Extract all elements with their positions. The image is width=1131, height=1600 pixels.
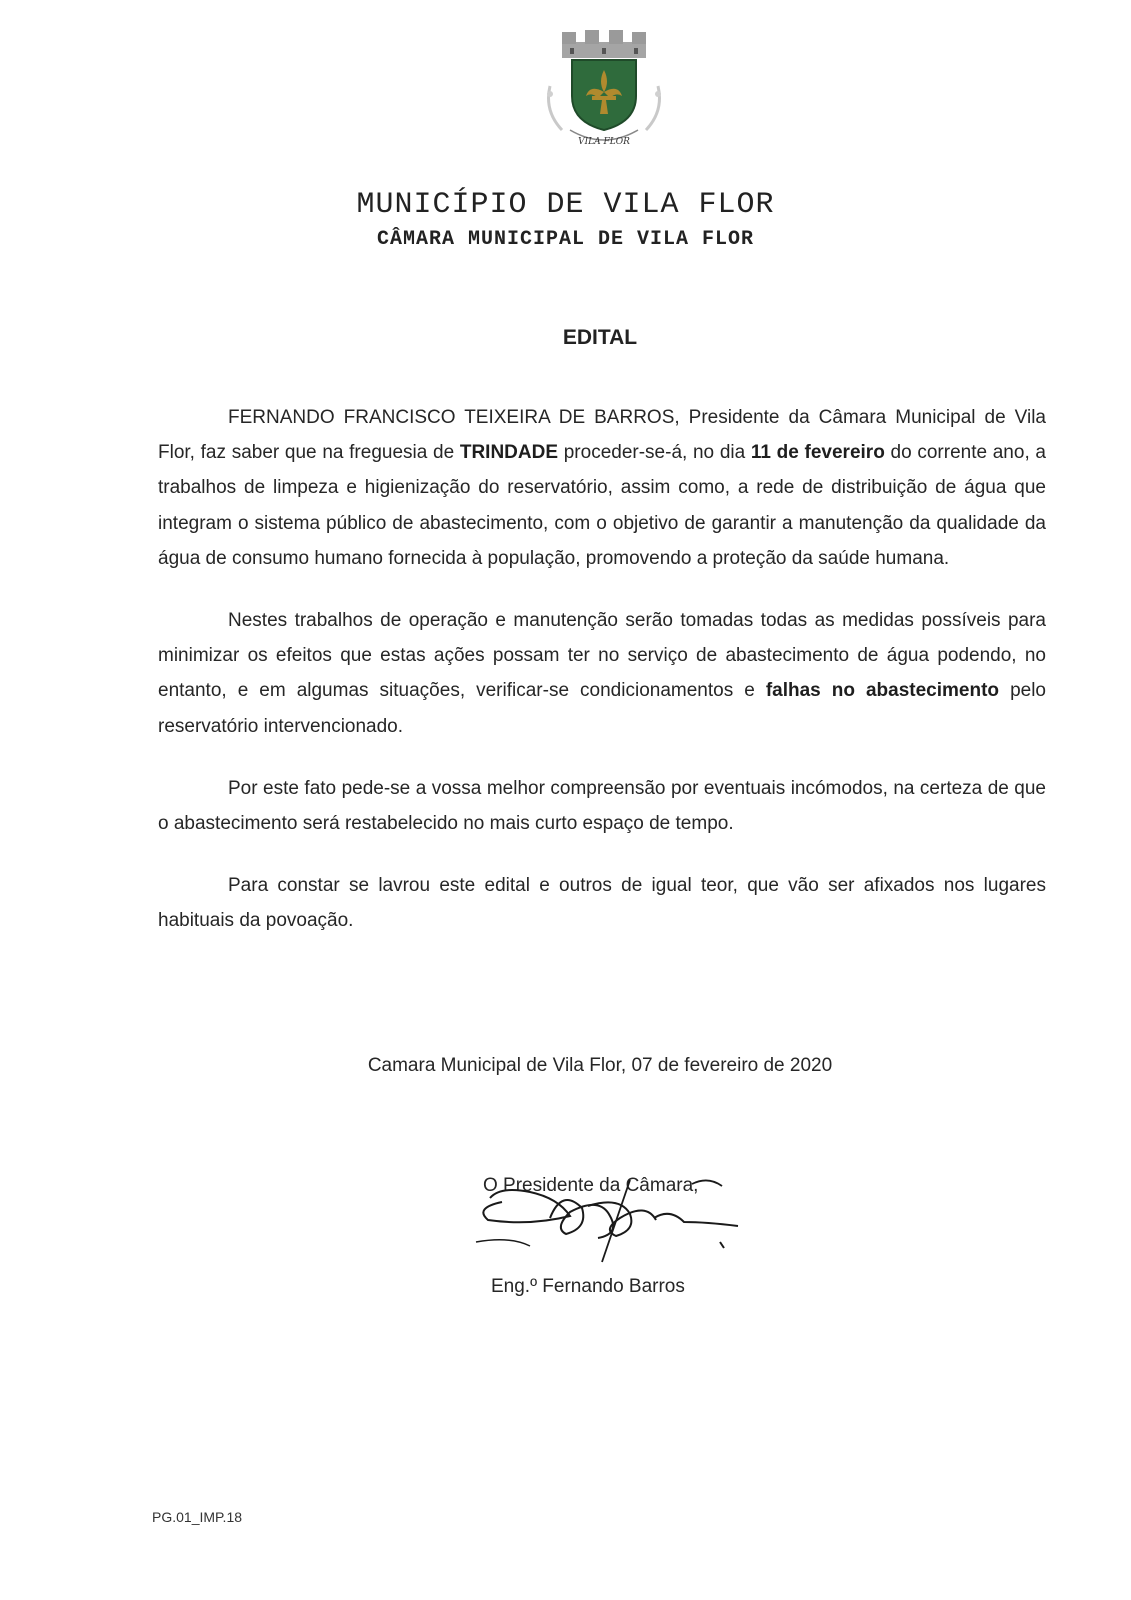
signatory-name: Eng.º Fernando Barros <box>491 1276 685 1297</box>
document-body <box>158 400 1046 966</box>
date-line: Camara Municipal de Vila Flor, 07 de fevereiro de 2020 <box>367 1055 833 1076</box>
paragraph: Nestes trabalhos de operação e manutenção serão tomadas todas as medidas possíveis para minimizar os efeitos que estas ações possam ter no serviço de abastecimento de água podendo, no entanto, e em algumas situações, verificar-se condicionamentos e falhas no abastecimento pelo reservatório intervencionado. <box>158 610 1046 737</box>
signatory-role: O Presidente da Câmara, <box>483 1175 699 1196</box>
paragraph: Para constar se lavrou este edital e outros de igual teor, que vão ser afixados nos lugares habituais da povoação. <box>158 875 1046 932</box>
paragraph: Por este fato pede-se a vossa melhor compreensão por eventuais incómodos, na certeza de que o abastecimento será restabelecido no mais curto espaço de tempo. <box>158 777 1046 835</box>
municipal-crest-icon <box>540 26 668 154</box>
paragraph: FERNANDO FRANCISCO TEIXEIRA DE BARROS, Presidente da Câmara Municipal de Vila Flor, faz saber que na freguesia de TRINDADE proceder-se-á, no dia 11 de fevereiro do corrente ano, a trabalhos de limpeza e higienização do reservatório, assim como, a rede de distribuição de água que integram o sistema público de abastecimento, com o objetivo de garantir a manutenção da qualidade da água de consumo humano fornecida à população, promovendo a proteção da saúde humana. <box>158 407 1046 569</box>
crest-label: VILA FLOR <box>578 137 630 147</box>
municipality-title: MUNICÍPIO DE VILA FLOR <box>356 188 775 222</box>
municipality-subtitle: CÂMARA MUNICIPAL DE VILA FLOR <box>376 228 755 251</box>
document-title: EDITAL <box>562 326 638 349</box>
footer-form-code: PG.01_IMP.18 <box>152 1509 243 1525</box>
